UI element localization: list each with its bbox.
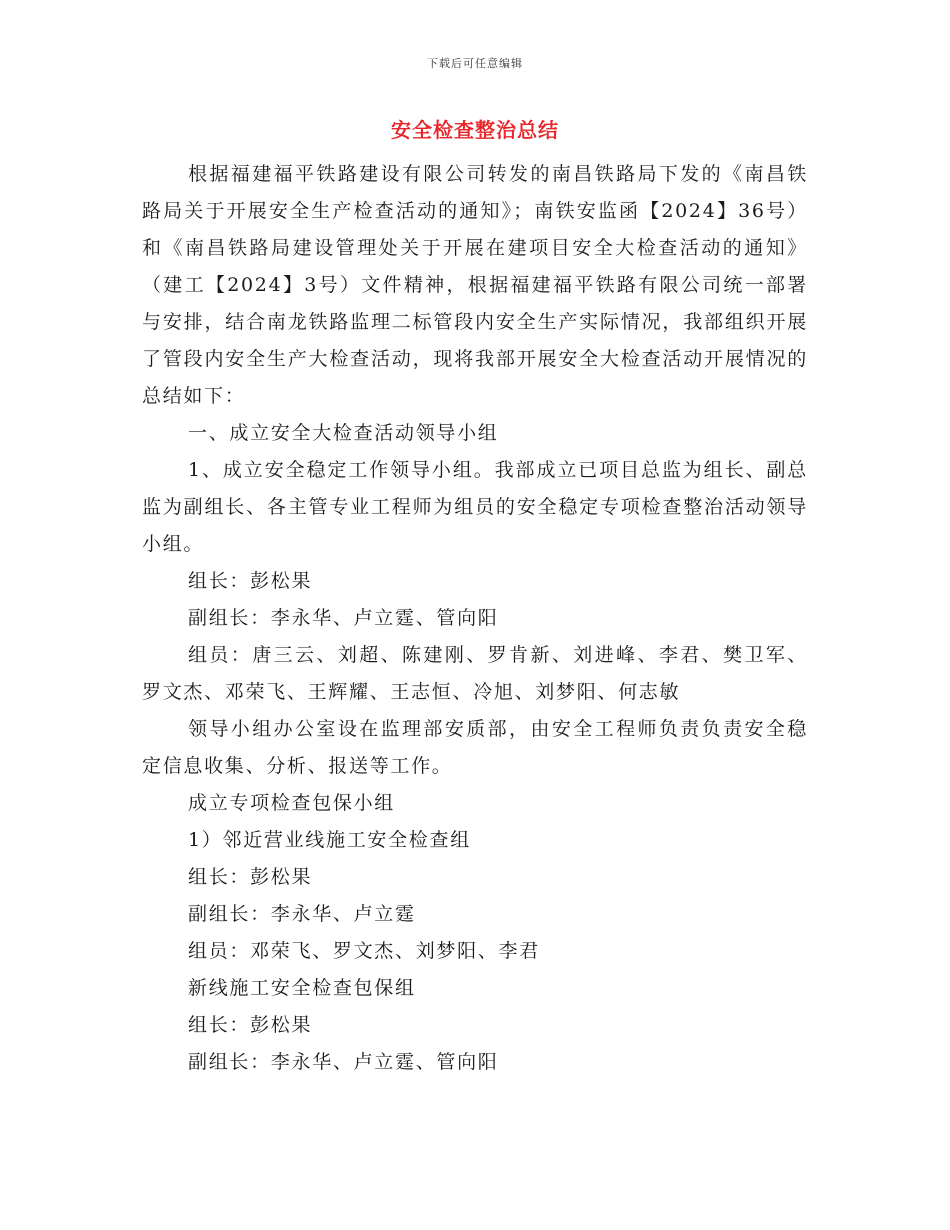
deputy-leader-line: 副组长：李永华、卢立霆、管向阳 [188, 607, 499, 629]
operating-line-deputy-line: 副组长：李永华、卢立霆 [188, 903, 416, 925]
document-body [142, 156, 808, 1081]
document-title: 安全检查整治总结 [391, 118, 559, 142]
new-line-leader-line: 组长：彭松果 [188, 1014, 313, 1036]
header-note: 下载后可任意编辑 [427, 57, 523, 70]
group-leader-line: 组长：彭松果 [188, 570, 313, 592]
operating-line-group-heading: 1）邻近营业线施工安全检查组 [188, 829, 471, 851]
operating-line-leader-line: 组长：彭松果 [188, 866, 313, 888]
group-members-line: 组员：唐三云、刘超、陈建刚、罗肯新、刘进峰、李君、樊卫军、罗文杰、邓荣飞、王辉耀、王志恒、冷旭、刘梦阳、何志敏 [142, 644, 808, 703]
operating-line-members-line: 组员：邓荣飞、罗文杰、刘梦阳、李君 [188, 940, 540, 962]
intro-paragraph: 根据福建福平铁路建设有限公司转发的南昌铁路局下发的《南昌铁路局关于开展安全生产检查活动的通知》；南铁安监函【2024】36号）和《南昌铁路局建设管理处关于开展在建项目安全大检查活动的通知》（建工【2024】3号）文件精神，根据福建福平铁路有限公司统一部署与安排，结合南龙铁路监理二标管段内安全生产实际情况，我部组织开展了管段内安全生产大检查活动，现将我部开展安全大检查活动开展情况的总结如下： [142, 163, 808, 407]
office-paragraph: 领导小组办公室设在监理部安质部，由安全工程师负责负责安全稳定信息收集、分析、报送等工作。 [142, 718, 808, 777]
new-line-group-heading: 新线施工安全检查包保组 [188, 977, 416, 999]
section-heading-1: 一、成立安全大检查活动领导小组 [188, 422, 499, 444]
special-group-heading: 成立专项检查包保小组 [188, 792, 396, 814]
leadership-group-paragraph: 1、成立安全稳定工作领导小组。我部成立已项目总监为组长、副总监为副组长、各主管专业工程师为组员的安全稳定专项检查整治活动领导小组。 [142, 459, 808, 555]
new-line-deputy-line: 副组长：李永华、卢立霆、管向阳 [188, 1051, 499, 1073]
